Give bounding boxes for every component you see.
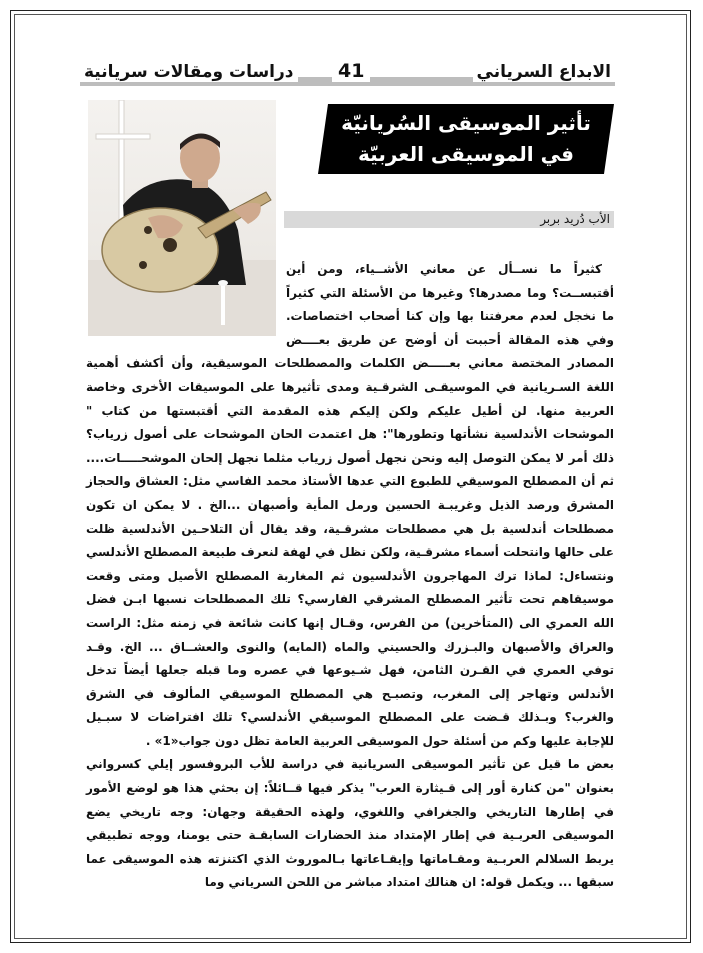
page-number: 41: [332, 60, 370, 82]
author-bar: [284, 211, 614, 228]
article-title-line-1: تأثير الموسيقى السُريانيّة: [341, 111, 591, 135]
magazine-name: الابداع السرياني: [473, 62, 615, 82]
article-title-line-2: في الموسيقى العربيّة: [358, 142, 574, 166]
article-title-banner: [318, 104, 614, 174]
paragraph: بعض ما قيل عن تأثير الموسيقى السريانية في دراسة للأب البروفسور إيلي كسرواني بعنوان "من كنارة أور إلى قـيثارة العرب" يذكر فيها قــائلاً: إن بحثي هذا هو لوضع الأمور في إطارها التاريخي والجغرافي واللغوي، ولهذه الحقيقة وجهان: وجه تاريخي يضع الموسيقى العربـية في إطار الإمتداد منذ الحضارات السابقـة حتى يومنا، ووجه تطبيقي يربط السلالم العربـية ومقـاماتها وإيقـاعاتها بـالموروث الذي اكتنزته هذه الموسيقى عما سبقها ... ويكمل قوله: ان هنالك امتداد مباشر من اللحن السرياني وما: [86, 757, 614, 890]
article-body: [86, 258, 614, 895]
page-header: [80, 60, 615, 86]
paragraph: كثيراً ما نســأل عن معاني الأشــياء، ومن أين أقتبســت؟ وما مصدرها؟ وغيرها من الأسئلة التي كثيراً ما نخجل لعدم معرفتنا بها وإن كنا أصحاب اختصاصات. وفي هذه المقالة أحببت أن أوضح عن طريق بعــــض المصادر المختصة معاني بعـــــض الكلمات والمصطلحات الموسيقية، وأن أكشف أهمية اللغة السـريانية في الموسيقـى الشرقـية ومدى تأثيرها على الموسيقات الأخرى وخاصة العربية منها. لن أطيل عليكم ولكن إليكم هذه المقدمة التي أقتبستها من كتاب " الموشحات الأندلسية نشأتها وتطورها": هل اعتمدت الحان الموشحات على أصول زرياب؟ ذلك أمر لا يمكن التوصل إليه ونحن نجهل أصول زرياب مثلما نجهل إلحان الموشحـــــات.... ثم أن المصطلح الموسيقي للطبوع التي عدها الأستاذ محمد الفاسي مثل: العشاق والحجاز المشرق ورصد الذيل وغريبـة الحسين ورمل المأية وأصبهان ...الخ . لا يمكن ان تكون مصطلحات أندلسية بل هي مصطلحات مشرقـية، وقد يقال أن التلاحـين الأندلسية ظلت على حالها وانتحلت أسماء مشرقـية، ولكن نظل في لهفة لنعرف طبيعة المصطلح الأندلسي ونتساءل: لماذا ترك المهاجرون الأندلسيون ثم المغاربة المصطلح الأصيل ومتى وقعت موسيقاهم تحت تأثير المصطلح المشرقي الفارسي؟ تلك المصطلحات نسبها ابـن فضل الله العمري الى (المتأخرين) من الفرس، وقـال إنها كانت شائعة في زمنه مثل: الراست والعراق والأصبهان والبـزرك والحسيني والماه (المايه) والنوى والعشــاق ... الخ. وقـد توفي العمري في القـرن الثامن، فهل شـيوعها في عصره وما قبله جعلها أيضاً تدخل الأندلس وتهاجر إلى المغرب، وتصبـح هي المصطلح الموسيقي المألوف في الشرق والغرب؟ وبـذلك قـضت على المصطلح الموسيقي الأندلسي؟ تلك افتراضات لا سبـيل للإجابة عليها وكم من أسئلة حول الموسيقى العربية العامة تظل دون جواب«1» .: [86, 262, 614, 748]
section-name: دراسات ومقالات سريانية: [80, 62, 298, 82]
photo-text-wrap: [86, 258, 286, 342]
author-name: الأب دُريد بربر: [540, 212, 610, 226]
